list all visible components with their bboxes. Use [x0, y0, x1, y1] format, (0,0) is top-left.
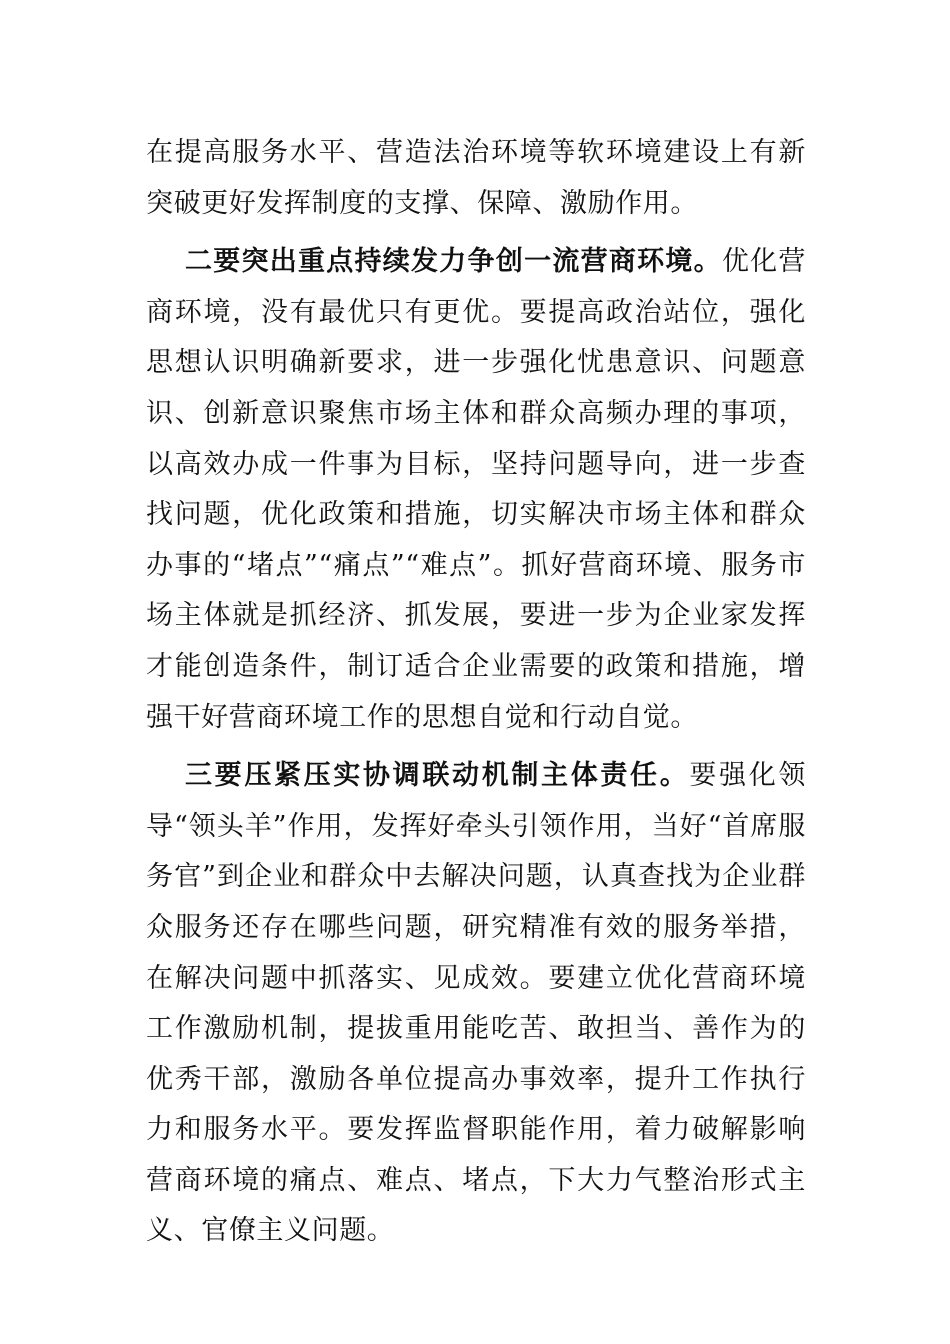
paragraph-1-body: 在提高服务水平、营造法治环境等软环境建设上有新突破更好发挥制度的支撑、保障、激励作用。 — [146, 137, 806, 219]
paragraph-point-two — [146, 237, 806, 743]
document-page — [146, 128, 806, 1257]
paragraph-3-body: 要强化领导“领头羊”作用，发挥好牵头引领作用，当好“首席服务官”到企业和群众中去解决问题，认真查找为企业群众服务还存在哪些问题，研究精准有效的服务举措，在解决问题中抓落实、见成效。要建立优化营商环境工作激励机制，提拔重用能吃苦、敢担当、善作为的优秀干部，激励各单位提高办事效率，提升工作执行力和服务水平。要发挥监督职能作用，着力破解影响营商环境的痛点、难点、堵点，下大力气整治形式主义、官僚主义问题。 — [146, 760, 806, 1247]
paragraph-2-body: 优化营商环境，没有最优只有更优。要提高政治站位，强化思想认识明确新要求，进一步强化忧患意识、问题意识、创新意识聚焦市场主体和群众高频办理的事项，以高效办成一件事为目标，坚持问题导向，进一步查找问题，优化政策和措施，切实解决市场主体和群众办事的“堵点”“痛点”“难点”。抓好营商环境、服务市场主体就是抓经济、抓发展，要进一步为企业家发挥才能创造条件，制订适合企业需要的政策和措施，增强干好营商环境工作的思想自觉和行动自觉。 — [146, 246, 806, 733]
paragraph-3-heading: 三要压紧压实协调联动机制主体责任。 — [185, 760, 690, 792]
paragraph-point-three — [146, 751, 806, 1257]
paragraph-continuation — [146, 128, 806, 229]
paragraph-2-heading: 二要突出重点持续发力争创一流营商环境。 — [185, 246, 722, 278]
